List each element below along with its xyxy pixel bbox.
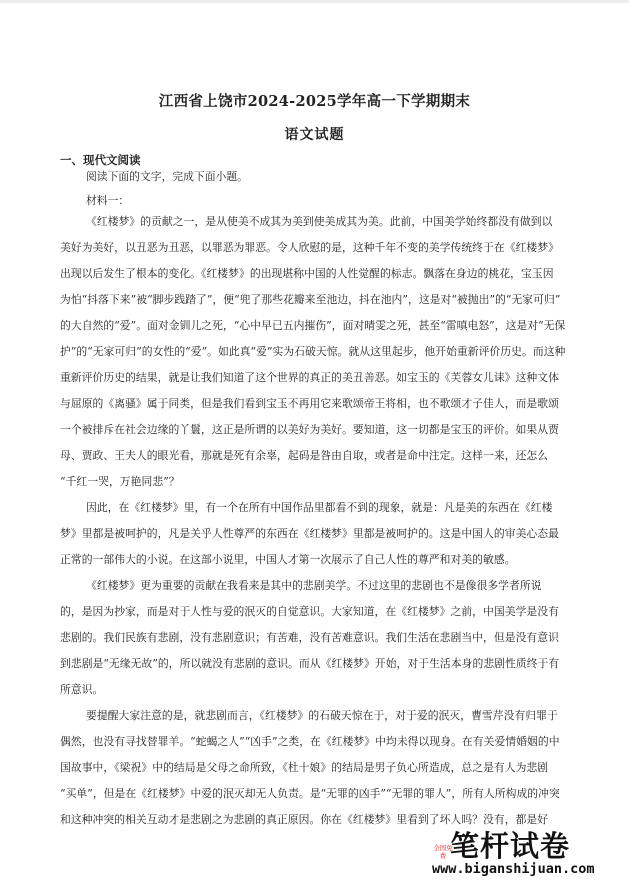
section-heading: 一、现代文阅读 (60, 153, 141, 167)
logo-url: www.biganshijuan.com (432, 861, 595, 877)
passage-line: 悲剧的。我们民族有悲剧，没有悲剧意识；有苦难，没有苦难意识。我们生活在悲剧当中，但是没有意识 (60, 631, 559, 644)
passage-line: 因此，在《红楼梦》里，有一个在所有中国作品里都看不到的现象，就是：凡是美的东西在《红楼 (86, 501, 553, 514)
passage-line: 美好为美好，以丑恶为丑恶，以罪恶为罪恶。令人欣慰的是，这种千年不变的美学传统终于在《红楼梦》 (60, 241, 559, 254)
passage-line: 所意识。 (60, 683, 104, 696)
passage-line: “千红一哭，万艳同悲”？ (60, 475, 180, 488)
passage-line: 出现以后发生了根本的变化。《红楼梦》的出现堪称中国的人性觉醒的标志。飘落在身边的桃花，宝玉因 (60, 267, 554, 280)
logo-tag: 全国免费 (433, 844, 453, 860)
passage-line: 到悲剧是“无缘无故”的，所以就没有悲剧的意识。而从《红楼梦》开始，对于生活本身的悲剧性质终于有 (60, 657, 560, 670)
passage-line: 正常的一部伟大的小说。在这部小说里，中国人才第一次展示了自己人性的尊严和对美的敏感。 (60, 553, 516, 566)
watermark-logo (432, 824, 595, 884)
passage-line: 重新评价历史的结果，就是让我们知道了这个世界的真正的美丑善恶。如宝玉的《芙蓉女儿诔》这种文体 (60, 371, 559, 384)
instruction-text: 阅读下面的文字，完成下面小题。 (86, 170, 248, 183)
passage-line: 要提醒大家注意的是，就悲剧而言，《红楼梦》的石破天惊在于，对于爱的泯灭，曹雪芹没有归罪于 (86, 709, 558, 722)
passage-line: 梦》里都是被呵护的，凡是关乎人性尊严的东西在《红楼梦》里都是被呵护的。这是中国人的审美心态最 (60, 527, 559, 540)
logo-main-text: 笔杆试卷 (450, 829, 571, 863)
passage-line: 护”的“无家可归”的女性的“爱”。如此真“爱”实为石破天惊。就从这里起步，他开始重新评价历史。而这种 (60, 345, 566, 358)
passage-line: 为怕“抖落下来”被“脚步践踏了”，便“兜了那些花瓣来至池边，抖在池内”，这是对“被抛出”的“无家可归” (60, 293, 561, 306)
passage-line: 一个被排斥在社会边缘的丫鬟，这正是所谓的以美好为美好。要知道，这一切都是宝玉的评价。如果从贾 (60, 423, 559, 436)
passage-line: 的大自然的“爱”。面对金钏儿之死，“心中早已五内摧伤”，面对晴雯之死，甚至“雷嗔电怒”，这是对“无保 (60, 319, 566, 332)
passage-line: 《红楼梦》更为重要的贡献在我看来是其中的悲剧美学。不过这里的悲剧也不是像很多学者所说 (86, 579, 542, 592)
passage-line: 《红楼梦》的贡献之一，是从使美不成其为美到使美成其为美。此前，中国美学始终都没有做到以 (86, 215, 553, 228)
passage-line: 母、贾政、王夫人的眼光看，那就是死有余辜，起码是咎由自取，或者是命中注定。这样一来，还怎么 (60, 449, 549, 462)
passage-line: 的，是因为抄家，而是对于人性与爱的泯灭的自觉意识。大家知道，在《红楼梦》之前，中国美学是没有 (60, 605, 559, 618)
page-edge (0, 0, 629, 3)
passage-line: 与屈原的《离骚》属于同类，但是我们看到宝玉不再用它来歌颂帝王将相，也不歌颂才子佳人，而是歌颂 (60, 397, 559, 410)
passage-line: 和这种冲突的相关互动才是悲剧之为悲剧的真正原因。你在《红楼梦》里看到了坏人吗？没有，都是好 (60, 813, 549, 826)
passage-line: “买单”，但是在《红楼梦》中爱的泯灭却无人负责。是“无罪的凶手”“无罪的罪人”，所有人所构成的冲突 (60, 787, 560, 800)
passage-line: 国故事中，《梁祝》中的结局是父母之命所致，《杜十娘》的结局是男子负心所造成，总之是有人为悲剧 (60, 761, 549, 774)
document-title: 江西省上饶市2024-2025学年高一下学期期末 (158, 93, 471, 110)
document-subtitle: 语文试题 (284, 127, 345, 143)
material-label: 材料一： (86, 194, 130, 207)
passage-line: 偶然，也没有寻找替罪羊。“蛇蝎之人”“凶手”之类，在《红楼梦》中均未得以现身。在有关爱情婚姻的中 (60, 735, 560, 748)
